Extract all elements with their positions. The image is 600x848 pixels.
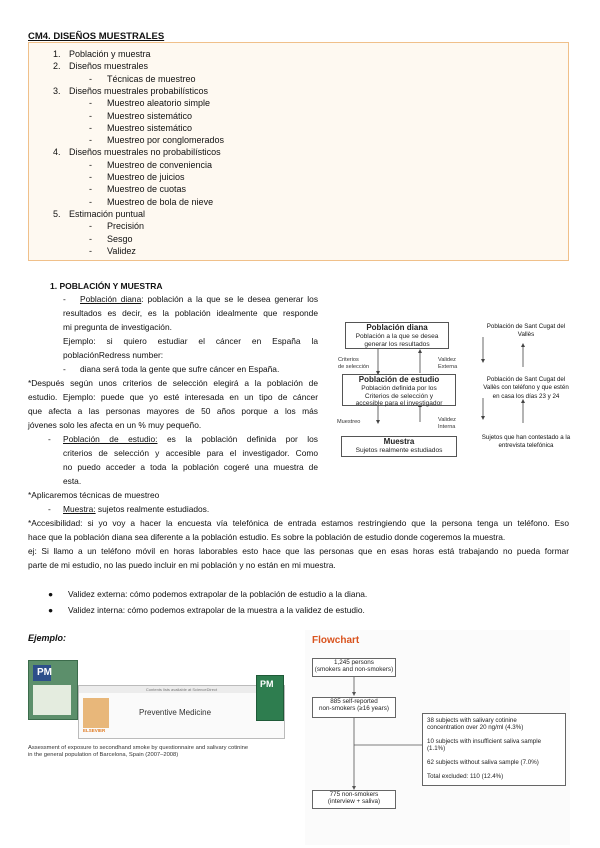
outline-text: Muestreo por conglomerados: [107, 135, 225, 146]
exclusion-line: (1.1%): [427, 745, 446, 752]
outline-subitem: [89, 234, 133, 245]
outline-text: Muestreo de conveniencia: [107, 159, 213, 170]
outline-subitem: [89, 172, 185, 183]
outline-subitem: [89, 98, 210, 109]
flowchart-title: Flowchart: [312, 635, 360, 646]
outline-number: 4.: [53, 147, 61, 158]
dash-marker: -: [63, 364, 66, 374]
paragraph-line: diana será toda la gente que sufre cáncer en España.: [80, 364, 280, 374]
journal-header: [78, 685, 285, 739]
outline-dash: -: [89, 172, 92, 182]
outline-subitem: [89, 246, 136, 257]
box-title: Población diana: [366, 323, 428, 332]
paragraph-line: *Aplicaremos técnicas de muestreo: [28, 490, 160, 500]
paragraph-line: criterios de selección y accesible para el investigador. Como: [63, 448, 318, 458]
outline-dash: -: [89, 196, 92, 207]
outline-item: [53, 147, 221, 158]
label-line: entrevista telefónica: [498, 442, 554, 450]
box-line: non-smokers (≥16 years): [319, 705, 389, 713]
outline-text: Muestreo aleatorio simple: [107, 98, 211, 109]
text-span: es la población definida por los: [157, 434, 318, 444]
paragraph-line: mi pregunta de investigación.: [63, 322, 172, 332]
article-caption: [28, 745, 298, 760]
outline-subitem: [89, 111, 192, 122]
outline-item: [53, 49, 151, 60]
pm-logo-icon: PM: [37, 667, 52, 678]
outline-item: [53, 209, 145, 220]
outline-text: Muestreo sistemático: [107, 110, 193, 121]
outline-dash: -: [89, 184, 92, 195]
outline-text: Técnicas de muestreo: [107, 73, 196, 84]
label-line: Vallès con teléfono y que estén: [483, 384, 569, 392]
outline-text: Precisión: [107, 221, 145, 232]
elsevier-tree-icon: [83, 698, 109, 728]
term-muestra: Muestra:: [63, 504, 96, 514]
exclusion-line: 10 subjects with insufficient saliva sample: [427, 738, 542, 745]
outline-number: 3.: [53, 85, 61, 96]
diagram-box-diana: [345, 322, 449, 349]
bullet-text: Validez externa: cómo podemos extrapolar de la población de estudio a la diana.: [68, 589, 368, 599]
outline-item: [53, 86, 208, 97]
outline-subitem: [89, 74, 196, 85]
label-validez-externa: [438, 357, 457, 370]
outline-dash: -: [89, 122, 92, 133]
label-muestreo: Muestreo: [337, 419, 361, 425]
outline-text: Validez: [107, 245, 136, 256]
outline-number: 5.: [53, 208, 61, 219]
label-line: Interna: [438, 423, 456, 430]
text-span: sujetos realmente estudiados.: [95, 504, 210, 514]
outline-dash: -: [89, 135, 92, 146]
outline-text: Estimación puntual: [69, 208, 146, 219]
outline-text: Muestreo de cuotas: [107, 184, 187, 195]
outline-text: Muestreo sistemático: [107, 122, 193, 133]
outline-text: Población y muestra: [69, 49, 151, 59]
publisher-name: ELSEVIER: [83, 728, 106, 733]
paragraph-line: no puedo acceder a toda la población cogeré una muestra de: [63, 462, 318, 472]
flow-box-nonsmokers: [312, 697, 396, 718]
bullet-dot: ●: [48, 589, 54, 599]
journal-cover-right: [256, 675, 284, 721]
paragraph-line: hace que la población diana sea diferente a la población estudio. Es sobre la población de estudio donde cogeremos la muestra.: [28, 532, 506, 542]
paragraph-line: *Accesibilidad: si yo voy a hacer la encuesta vía telefónica de entrada estamos restringiendo que la persona tenga un teléfono. Eso: [28, 518, 569, 528]
diagram-box-muestra: [341, 436, 457, 457]
paragraph-line: que afecta a las personas mayores de 50 años porque a los más: [28, 406, 318, 416]
label-line: Población de Sant Cugat del: [486, 376, 566, 383]
outline-subitem: [89, 160, 212, 171]
right-label-1: [472, 323, 580, 340]
exclusion-total: Total excluded: 110 (12.4%): [427, 773, 504, 780]
box-subtitle: Criterios de selección y: [364, 392, 434, 400]
outline-text: Muestreo de bola de nieve: [107, 196, 214, 207]
box-title: Población de estudio: [358, 375, 440, 384]
outline-number: 2.: [53, 61, 61, 72]
box-title: Muestra: [383, 437, 415, 446]
outline-dash: -: [89, 110, 92, 121]
text-span: : población a la que se le desea generar los: [141, 294, 319, 304]
cover-block: [33, 685, 71, 715]
box-line: 1,245 persons: [334, 659, 374, 666]
page-title: CM4. DISEÑOS MUESTRALES: [28, 31, 165, 42]
outline-dash: -: [89, 221, 92, 232]
bullet-item: [48, 588, 367, 600]
outline-dash: -: [89, 98, 92, 109]
estudio-definition-line: [63, 433, 318, 447]
paragraph-line: estudio. Ejemplo: puede que yo esté interesada en un tipo de cáncer: [28, 392, 318, 402]
label-line: en casa los días 23 y 24: [492, 392, 560, 400]
exclusion-line: 62 subjects without saliva sample (7.0%): [427, 759, 539, 766]
bullet-text: Validez interna: cómo podemos extrapolar de la muestra a la validez de estudio.: [68, 605, 365, 615]
box-line: 885 self-reported: [330, 698, 378, 705]
caption-line: in the general population of Barcelona, Spain (2007–2008): [28, 752, 179, 759]
paragraph-line: resultados es decir, es la población idealmente que responde: [63, 308, 318, 318]
label-line: Sujetos que han contestado a la: [481, 434, 571, 441]
label-line: de selección: [338, 363, 370, 370]
paragraph-line: jóvenes solo les afecta en un % muy pequeño.: [28, 420, 202, 430]
outline-dash: -: [89, 159, 92, 170]
exclusion-line: 38 subjects with salivary cotinine: [427, 717, 517, 724]
header-strip: Contents lists available at ScienceDirect: [79, 686, 284, 693]
example-line: Ejemplo: si quiero estudiar el cáncer en España la: [63, 336, 318, 346]
outline-text: Diseños muestrales no probabilísticos: [69, 147, 221, 158]
outline-number: 1.: [53, 49, 61, 59]
label-criterios: [338, 357, 369, 370]
outline-subitem: [89, 184, 186, 195]
diagram-box-estudio: [342, 374, 456, 406]
outline-subitem: [89, 221, 144, 232]
right-label-3: [472, 434, 580, 451]
label-line: Vallès: [517, 331, 535, 339]
outline-text: Sesgo: [107, 233, 133, 244]
outline-dash: -: [89, 245, 92, 256]
dash-marker: -: [63, 294, 66, 304]
box-line: (smokers and non-smokers): [314, 666, 394, 674]
section-heading: 1. POBLACIÓN Y MUESTRA: [50, 281, 163, 291]
label-line: Externa: [438, 363, 458, 370]
outline-item: [53, 61, 148, 72]
box-line: (interview + saliva): [327, 798, 381, 806]
paragraph-line: *Después según unos criterios de selección elegirá a la población de: [28, 378, 318, 388]
right-label-2: [472, 376, 580, 401]
dash-marker: -: [48, 504, 51, 514]
label-line: Población de Sant Cugat del: [486, 323, 566, 330]
diana-definition-line: [80, 293, 318, 307]
paragraph-line: parte de mi estudio, no las puedo incluir en mi población y no están en mi muestra.: [28, 560, 336, 570]
paragraph-line: esta.: [63, 476, 82, 486]
dash-marker: -: [48, 434, 51, 444]
label-line: Criterios: [338, 357, 359, 363]
box-subtitle: Población a la que se desea: [355, 333, 439, 340]
box-subtitle: generar los resultados: [364, 340, 430, 348]
journal-cover-left: [28, 660, 78, 720]
pm-logo-icon: PM: [260, 679, 274, 689]
flow-box-final: [312, 790, 396, 809]
label-line: Validez: [438, 417, 456, 423]
paragraph-line: ej: Si llamo a un teléfono móvil en horas laborables esto hace que las personas que en esas horas está trabajando no pueda formar: [28, 546, 569, 556]
outline-subitem: [89, 123, 192, 134]
journal-name: Preventive Medicine: [139, 708, 212, 717]
example-line: poblaciónRedress number:: [63, 350, 164, 360]
outline-text: Diseños muestrales probabilísticos: [69, 85, 209, 96]
outline-text: Muestreo de juicios: [107, 172, 185, 182]
outline-dash: -: [89, 73, 92, 84]
outline-subitem: [89, 135, 224, 146]
flow-box-total: [312, 658, 396, 677]
term-poblacion-diana: Población diana: [80, 294, 142, 304]
label-validez-interna: [438, 417, 456, 430]
term-poblacion-estudio: Población de estudio:: [63, 434, 158, 444]
bullet-item: [48, 604, 365, 616]
outline-box: [28, 42, 569, 261]
box-line: 775 non-smokers: [329, 791, 379, 798]
exclusion-line: concentration over 20 ng/ml (4.3%): [427, 724, 524, 731]
flow-box-exclusions: [422, 713, 566, 786]
box-subtitle: accesible para el investigador: [355, 400, 443, 408]
outline-subitem: [89, 197, 213, 208]
caption-line: Assessment of exposure to secondhand smoke by questionnaire and salivary cotinine: [28, 745, 249, 751]
outline-text: Diseños muestrales: [69, 61, 149, 72]
ejemplo-label: Ejemplo:: [28, 633, 67, 643]
box-subtitle: Sujetos realmente estudiados: [355, 447, 443, 454]
muestra-definition-line: [63, 503, 209, 517]
box-subtitle: Población definida por los: [361, 385, 437, 392]
outline-dash: -: [89, 233, 92, 244]
bullet-dot: ●: [48, 605, 54, 615]
label-line: Validez: [438, 357, 456, 363]
